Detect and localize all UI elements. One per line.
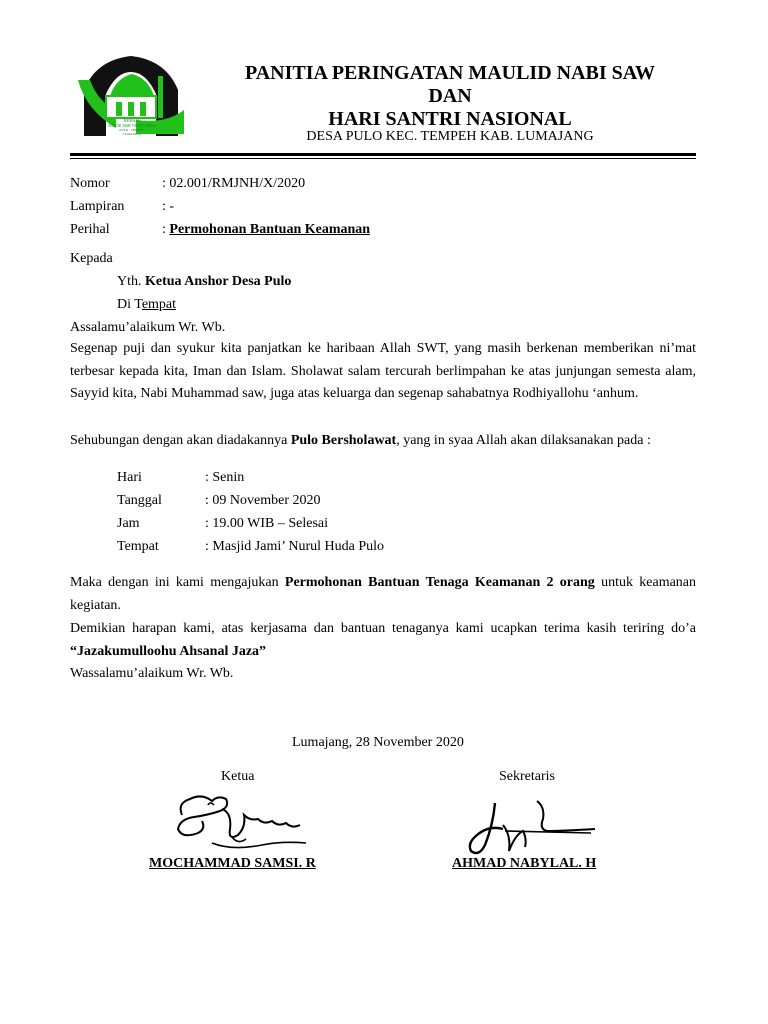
left-signer-title: Ketua [221,769,255,784]
lampiran-value: : - [162,199,175,214]
salam-opening: Assalamu’alaikum Wr. Wb. [70,320,226,335]
p2-pre: Sehubungan dengan akan diadakannya [70,433,291,448]
p2-bold: Pulo Bersholawat [290,433,397,448]
p2-post: , yang in syaa Allah akan dilaksanakan pada : [396,433,651,448]
header-line-1: PANITIA PERINGATAN MAULID NABI SAW [244,62,656,84]
perihal-value: Permohonan Bantuan Keamanan [169,222,371,237]
logo-text-2: MASJID JAMI' NURUL HUDA [108,124,156,128]
paragraph-2 [70,432,651,449]
paragraph-1: Segenap puji dan syukur kita panjatkan ke haribaan Allah SWT, yang masih berkenan memberikan ni’mat terbesar kepada kita, Iman dan Islam. Sholawat salam tercurah berlimpahan ke atas junjungan semesta alam, Sayyid kita, Nabi Muhammad saw, juga atas keluarga dan segenap sahabatnya Rodhiyallohu ‘anhum. [70,341,696,401]
salam-closing: Wassalamu’alaikum Wr. Wb. [70,666,234,681]
lampiran-label: Lampiran [70,199,125,214]
logo-text-4: LUMAJANG [122,132,142,136]
right-signature-image [465,795,605,865]
event-label-jam: Jam [117,516,140,531]
left-signer-name: MOCHAMMAD SAMSI. R [149,856,316,871]
di-prefix: Di T [117,297,142,312]
logo-text-1: REMAJA [123,118,141,123]
p4-bold: “Jazakumulloohu Ahsanal Jaza” [70,643,267,659]
event-value-tanggal: : 09 November 2020 [205,493,321,508]
event-label-hari: Hari [117,470,142,485]
right-signer-name: AHMAD NABYLAL. H [452,856,597,871]
paragraph-3 [70,572,696,617]
logo-text-3: PULO - TEMPEH [119,128,145,132]
event-value-jam: : 19.00 WIB – Selesai [205,516,329,531]
event-label-tempat: Tempat [117,539,159,554]
nomor-label: Nomor [70,176,110,191]
event-label-tanggal: Tanggal [117,493,162,508]
left-signature-image [172,785,312,855]
header-line-3: HARI SANTRI NASIONAL [328,108,572,130]
header-rule-thick [70,153,696,156]
paragraph-4 [70,618,696,663]
event-value-tempat: : Masjid Jami’ Nurul Huda Pulo [205,539,385,554]
p3-pre: Maka dengan ini kami mengajukan [70,575,285,590]
header-address: DESA PULO KEC. TEMPEH KAB. LUMAJANG [306,129,594,144]
event-value-hari: : Senin [205,470,245,485]
p3-post: untuk keamanan kegiatan. [70,575,697,613]
header-rule-thin [70,158,696,159]
perihal-colon: : [162,222,170,237]
p4-pre: Demikian harapan kami, atas kerjasama dan bantuan tenaganya kami ucapkan terima kasih teriring do’a [70,621,696,636]
header-line-2: DAN [428,85,472,107]
nomor-value: : 02.001/RMJNH/X/2020 [162,176,306,191]
recipient-line [117,273,291,290]
place-date: Lumajang, 28 November 2020 [292,735,464,750]
place-line [117,296,176,313]
yth-prefix: Yth. [117,274,145,289]
kepada-label: Kepada [70,251,113,266]
p3-bold: Permohonan Bantuan Tenaga Keamanan 2 orang [284,575,595,590]
perihal-label: Perihal [70,222,110,237]
recipient-name: Ketua Anshor Desa Pulo [145,274,292,289]
right-signer-title: Sekretaris [499,769,555,784]
di-rest: empat [141,297,177,312]
organization-logo [76,50,186,140]
perihal-line [162,221,370,238]
